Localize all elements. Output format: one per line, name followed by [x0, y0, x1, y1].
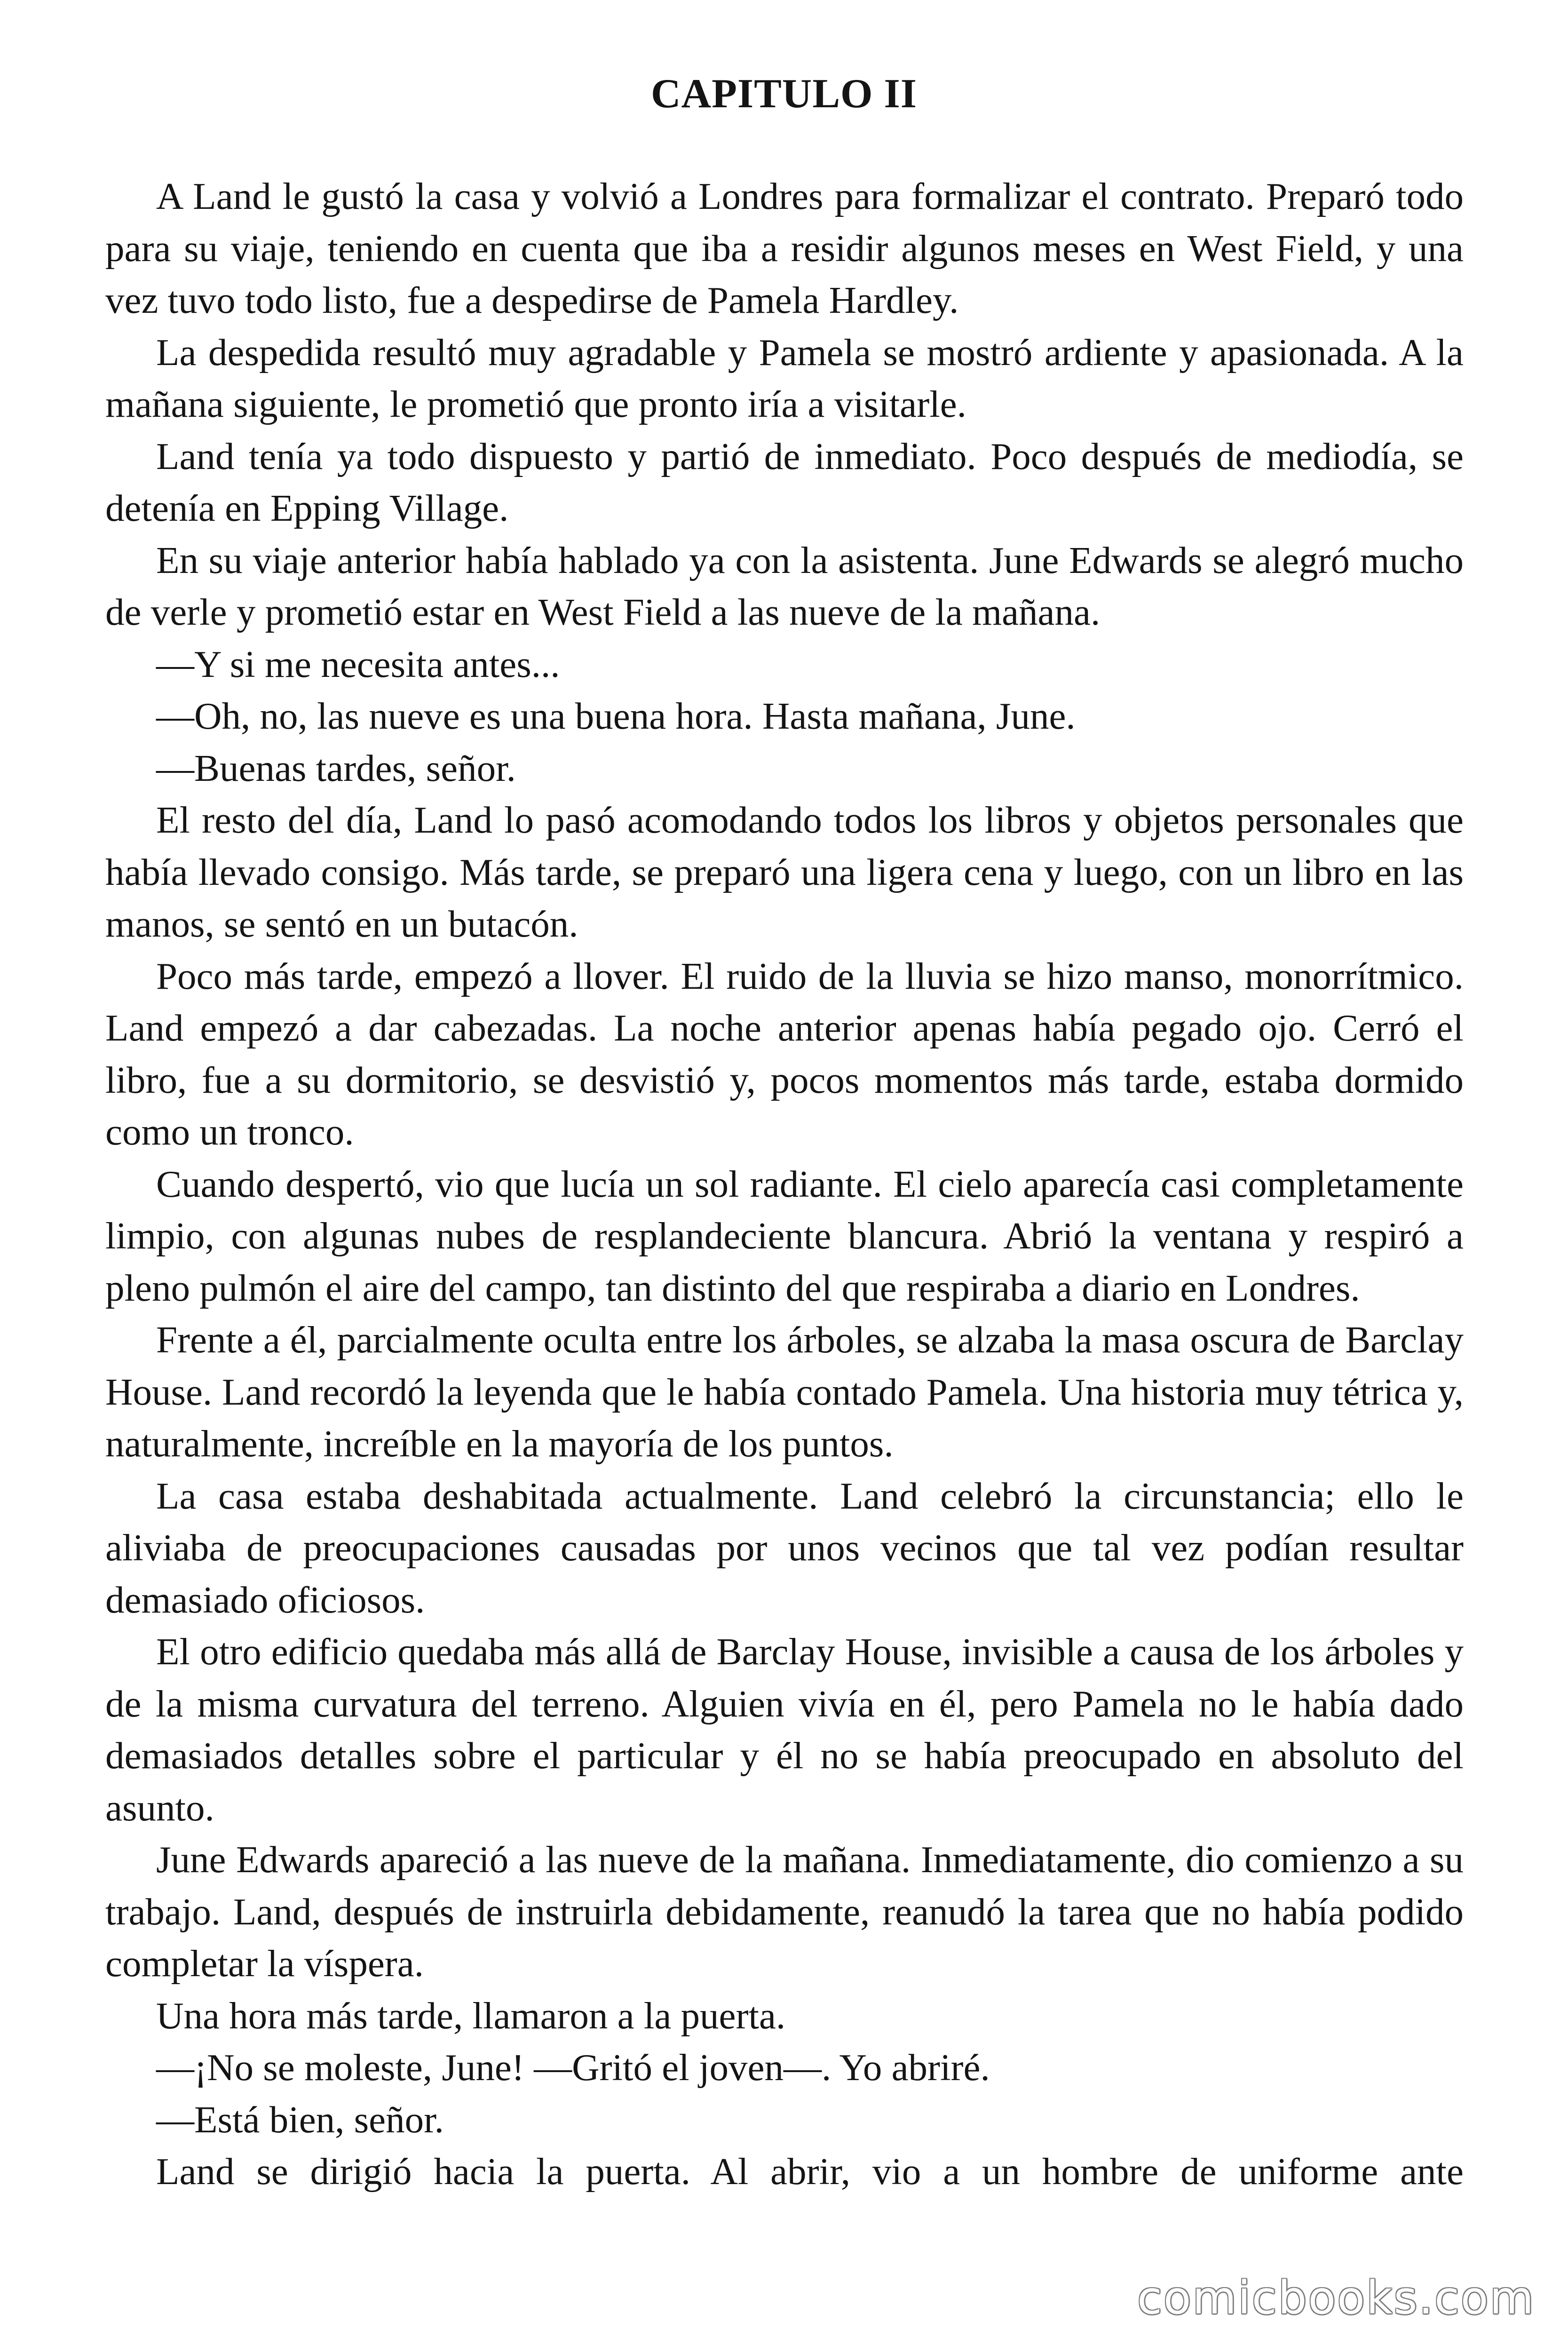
paragraph: Land tenía ya todo dispuesto y partió de inmediato. Poco después de mediodía, se detenía en Epping Village. — [105, 435, 1464, 529]
paragraph: A Land le gustó la casa y volvió a Londres para formalizar el contrato. Preparó todo para su viaje, teniendo en cuenta que iba a residir algunos meses en West Field, y una vez tuvo todo listo, fue a despedirse de Pamela Hardley. — [105, 175, 1464, 321]
dialogue-line: —¡No se moleste, June! —Gritó el joven—. Yo abriré. — [156, 2046, 990, 2089]
dialogue-line: —Está bien, señor. — [156, 2098, 444, 2141]
paragraph: Frente a él, parcialmente oculta entre los árboles, se alzaba la masa oscura de Barclay House. Land recordó la leyenda que le había contado Pamela. Una historia muy tétrica y, naturalmente, increíble en la mayoría de los puntos. — [105, 1319, 1464, 1465]
site-watermark: comicbooks.com — [1137, 2272, 1535, 2324]
paragraph: June Edwards apareció a las nueve de la mañana. Inmediatamente, dio comienzo a su trabajo. Land, después de instruirla debidamente, reanudó la tarea que no había podido completar la víspera. — [105, 1838, 1464, 1985]
dialogue-line: —Buenas tardes, señor. — [156, 747, 516, 789]
paragraph: Una hora más tarde, llamaron a la puerta. — [156, 1994, 786, 2037]
paragraph: La despedida resultó muy agradable y Pamela se mostró ardiente y apasionada. A la mañana siguiente, le prometió que pronto iría a visitarle. — [105, 331, 1464, 425]
chapter-title: CAPITULO II — [651, 71, 917, 117]
dialogue-line: —Y si me necesita antes... — [156, 643, 560, 685]
dialogue-line: —Oh, no, las nueve es una buena hora. Hasta mañana, June. — [156, 695, 1076, 737]
paragraph: Land se dirigió hacia la puerta. Al abrir, vio a un hombre de uniforme ante — [156, 2150, 1464, 2193]
paragraph: El otro edificio quedaba más allá de Barclay House, invisible a causa de los árboles y de la misma curvatura del terreno. Alguien vivía en él, pero Pamela no le había dado demasiados detalles sobre el particular y él no se había preocupado en absoluto del asunto. — [105, 1630, 1464, 1829]
paragraph: La casa estaba deshabitada actualmente. Land celebró la circunstancia; ello le aliviaba de preocupaciones causadas por unos vecinos que tal vez podían resultar demasiado oficiosos. — [105, 1474, 1464, 1621]
paragraph: En su viaje anterior había hablado ya con la asistenta. June Edwards se alegró mucho de verle y prometió estar en West Field a las nueve de la mañana. — [105, 539, 1464, 633]
paragraph: Poco más tarde, empezó a llover. El ruido de la lluvia se hizo manso, monorrítmico. Land empezó a dar cabezadas. La noche anterior apenas había pegado ojo. Cerró el libro, fue a su dormitorio, se desvistió y, pocos momentos más tarde, estaba dormido como un tronco. — [105, 954, 1464, 1153]
paragraph: Cuando despertó, vio que lucía un sol radiante. El cielo aparecía casi completamente limpio, con algunas nubes de resplandeciente blancura. Abrió la ventana y respiró a pleno pulmón el aire del campo, tan distinto del que respiraba a diario en Londres. — [105, 1162, 1464, 1309]
paragraph: El resto del día, Land lo pasó acomodando todos los libros y objetos personales que había llevado consigo. Más tarde, se preparó una ligera cena y luego, con un libro en las manos, se sentó en un butacón. — [105, 799, 1464, 945]
chapter-body — [105, 170, 1464, 2198]
